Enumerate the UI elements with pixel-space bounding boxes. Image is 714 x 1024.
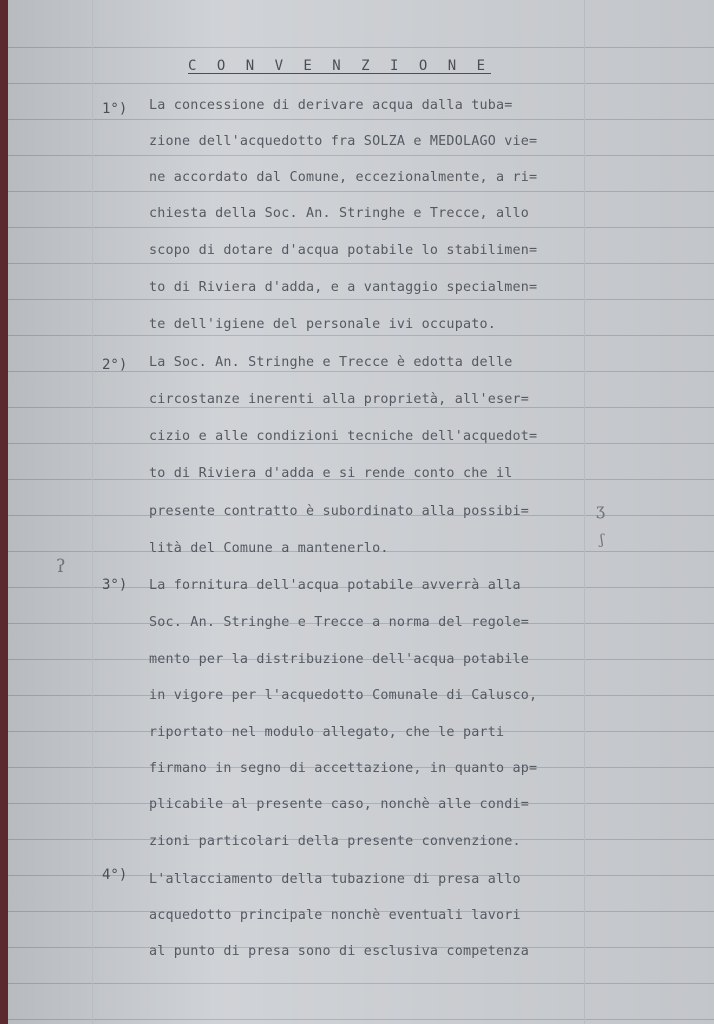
- section-1-line-7: te dell'igiene del personale ivi occupato.: [149, 317, 496, 332]
- margin-line-left: [92, 0, 93, 1024]
- section-4-line-2: acquedotto principale nonchè eventuali lavori: [149, 908, 521, 923]
- section-2-line-4: to di Riviera d'adda e si rende conto che il: [149, 466, 513, 481]
- section-4-line-1: L'allacciamento della tubazione di presa allo: [149, 872, 521, 887]
- section-2-line-1: La Soc. An. Stringhe e Trecce è edotta delle: [149, 355, 513, 370]
- handwritten-bracket-mark: ʒ: [596, 500, 606, 519]
- section-3-line-6: firmano in segno di accettazione, in quanto ap=: [149, 761, 538, 776]
- section-3-line-7: plicabile al presente caso, nonchè alle condi=: [149, 797, 530, 812]
- section-1-line-2: zione dell'acquedotto fra SOLZA e MEDOLAGO vie=: [149, 134, 538, 149]
- section-1-line-5: scopo di dotare d'acqua potabile lo stabilimen=: [149, 243, 538, 258]
- section-number-4: 4°): [102, 867, 128, 883]
- margin-line-right: [584, 0, 585, 1024]
- section-1-line-3: ne accordato dal Comune, eccezionalmente, a ri=: [149, 170, 538, 185]
- handwritten-bracket-mark-2: ʃ: [600, 532, 604, 548]
- section-3-line-3: mento per la distribuzione dell'acqua potabile: [149, 652, 530, 667]
- section-number-2: 2°): [102, 357, 128, 373]
- section-1-line-6: to di Riviera d'adda, e a vantaggio specialmen=: [149, 280, 538, 295]
- section-number-1: 1°): [102, 101, 128, 117]
- section-2-line-5: presente contratto è subordinato alla possibi=: [149, 504, 530, 519]
- section-3-line-2: Soc. An. Stringhe e Trecce a norma del regole=: [149, 615, 530, 630]
- section-3-line-1: La fornitura dell'acqua potabile avverrà alla: [149, 578, 521, 593]
- section-3-line-8: zioni particolari della presente convenzione.: [149, 834, 521, 849]
- section-1-line-4: chiesta della Soc. An. Stringhe e Trecce, allo: [149, 206, 530, 221]
- section-1-line-1: La concessione di derivare acqua dalla tuba=: [149, 98, 513, 113]
- section-2-line-3: cizio e alle condizioni tecniche dell'acquedot=: [149, 429, 538, 444]
- section-3-line-5: riportato nel modulo allegato, che le parti: [149, 725, 505, 740]
- section-4-line-3: al punto di presa sono di esclusiva competenza: [149, 944, 530, 959]
- handwritten-margin-mark: ʔ: [56, 556, 66, 577]
- section-number-3: 3°): [102, 577, 128, 593]
- section-2-line-2: circostanze inerenti alla proprietà, all'eser=: [149, 392, 530, 407]
- document-page: [8, 0, 714, 1024]
- section-3-line-4: in vigore per l'acquedotto Comunale di Calusco,: [149, 688, 538, 703]
- document-title: C O N V E N Z I O N E: [188, 58, 492, 74]
- section-2-line-6: lità del Comune a mantenerlo.: [149, 541, 389, 556]
